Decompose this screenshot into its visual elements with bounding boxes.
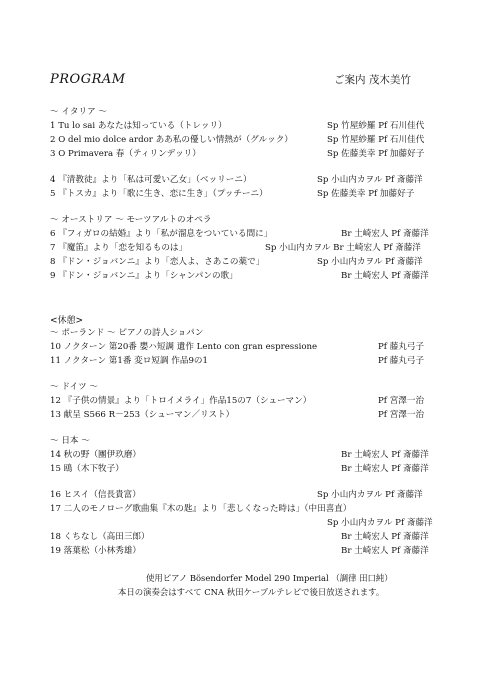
item-performers: Sp 小山内カヲル Pf 斎藤洋 (317, 257, 423, 267)
program-item (50, 356, 208, 367)
item-number: 7 (50, 243, 56, 253)
item-piece: 献呈 S566 R－253（シューマン／リスト） (63, 410, 235, 420)
program-item (50, 490, 141, 501)
item-piece: 『清教徒』より「私は可愛い乙女」（ベッリーニ） (58, 175, 252, 185)
item-piece: 落葉松（小林秀雄） (63, 546, 142, 556)
item-number: 11 (50, 356, 61, 366)
item-number: 13 (50, 410, 61, 420)
program-item (50, 257, 264, 268)
guide-credit: ご案内 茂木美竹 (334, 74, 411, 86)
item-performers: Br 土崎宏人 Pf 斎藤洋 (341, 464, 429, 474)
item-performers: Br 土崎宏人 Pf 斎藤洋 (341, 229, 429, 239)
item-piece: 『ドン・ジョバンニ』より「シャンパンの歌」 (58, 271, 238, 281)
section-heading-austria: ～ オーストリア ～ モーツアルトのオペラ (50, 215, 212, 225)
item-performers: Br 土崎宏人 Pf 斎藤洋 (341, 546, 429, 556)
program-item (50, 410, 234, 421)
item-piece: ノクターン 第20番 嬰ハ短調 遺作 Lento con gran espressione (63, 342, 318, 352)
section-heading-italy: ～ イタリア ～ (50, 107, 108, 117)
item-number: 2 (50, 135, 56, 145)
item-number: 15 (50, 464, 61, 474)
item-performers: Sp 小山内カヲル Pf 斎藤洋 (317, 175, 423, 185)
program-item (50, 243, 187, 254)
program-item (50, 504, 351, 515)
item-number: 12 (50, 396, 61, 406)
item-piece: O Primavera 春（ティリンデッリ） (58, 149, 201, 159)
program-item (50, 229, 272, 240)
item-performers: Sp 竹屋紗羅 Pf 石川佳代 (327, 121, 425, 131)
item-performers: Sp 竹屋紗羅 Pf 石川佳代 (327, 135, 425, 145)
piano-note: 使用ピアノ Bösendorfer Model 290 Imperial （調律 田口純） (146, 573, 393, 583)
program-item (50, 271, 238, 282)
item-piece: くちなし（高田三郎） (63, 532, 150, 542)
program-item (50, 175, 252, 186)
item-piece: 『魔笛』より「恋を知るものは」 (58, 243, 188, 253)
section-heading-japan: ～ 日本 ～ (50, 436, 90, 446)
item-number: 19 (50, 546, 61, 556)
item-piece: ヒスイ（信長貴富） (63, 490, 141, 500)
item-number: 3 (50, 149, 56, 159)
item-performers: Pf 藤丸弓子 (378, 356, 425, 366)
page-title: PROGRAM (50, 72, 126, 87)
program-item (50, 342, 317, 353)
item-piece: ノクターン 第1番 変ロ短調 作品9の1 (63, 356, 208, 366)
item-number: 16 (50, 490, 61, 500)
item-performers: Sp 小山内カヲル Pf 斎藤洋 (327, 518, 433, 528)
program-item (50, 450, 141, 461)
item-performers: Br 土崎宏人 Pf 斎藤洋 (341, 271, 429, 281)
item-piece: 『子供の情景』より「トロイメライ」作品15の7（シューマン） (63, 396, 312, 406)
item-piece: 鴎（木下牧子） (63, 464, 124, 474)
item-piece: O del mio dolce ardor ああ私の優しい情熱が（グルック） (58, 135, 293, 145)
program-item (50, 121, 227, 132)
item-piece: 二人のモノローグ歌曲集『木の匙』より「悲しくなった時は」（中田喜直） (63, 504, 352, 514)
item-number: 6 (50, 229, 56, 239)
item-number: 17 (50, 504, 61, 514)
item-performers: Sp 小山内カヲル Br 土崎宏人 Pf 斎藤洋 (265, 243, 421, 253)
item-performers: Pf 藤丸弓子 (378, 342, 425, 352)
item-number: 14 (50, 450, 61, 460)
item-number: 9 (50, 271, 56, 281)
intermission-label: <休憩> (50, 316, 84, 326)
item-number: 4 (50, 175, 56, 185)
program-item (50, 532, 150, 543)
broadcast-note: 本日の演奏会はすべて CNA 秋田ケーブルテレビで後日放送されます。 (118, 587, 385, 597)
item-performers: Br 土崎宏人 Pf 斎藤洋 (341, 532, 429, 542)
program-item (50, 396, 311, 407)
item-piece: 『フィガロの結婚』より「私が溜息をついている間に」 (58, 229, 273, 239)
item-number: 1 (50, 121, 56, 131)
program-item (50, 546, 141, 557)
item-piece: 『トスカ』より「歌に生き、恋に生き」（プッチーニ） (58, 189, 268, 199)
item-performers: Sp 佐藤美幸 Pf 加藤好子 (317, 189, 415, 199)
item-number: 5 (50, 189, 56, 199)
item-number: 18 (50, 532, 61, 542)
item-performers: Br 土崎宏人 Pf 斎藤洋 (341, 450, 429, 460)
item-piece: 秋の野（團伊玖磨） (63, 450, 142, 460)
program-item (50, 464, 124, 475)
item-performers: Sp 佐藤美幸 Pf 加藤好子 (327, 149, 425, 159)
program-item (50, 149, 201, 160)
section-heading-poland: ～ ポーランド ～ ピアノの詩人ショパン (50, 328, 204, 338)
item-performers: Pf 宮澤一治 (378, 396, 425, 406)
item-performers: Sp 小山内カヲル Pf 斎藤洋 (317, 490, 423, 500)
program-item (50, 189, 268, 200)
item-piece: Tu lo sai あなたは知っている（トレッリ） (58, 121, 227, 131)
item-piece: 『ドン・ジョバンニ』より「恋人よ、さあこの薬で」 (58, 257, 265, 267)
item-performers: Pf 宮澤一治 (378, 410, 425, 420)
section-heading-germany: ～ ドイツ ～ (50, 382, 99, 392)
program-item (50, 135, 293, 146)
item-number: 8 (50, 257, 56, 267)
item-number: 10 (50, 342, 61, 352)
